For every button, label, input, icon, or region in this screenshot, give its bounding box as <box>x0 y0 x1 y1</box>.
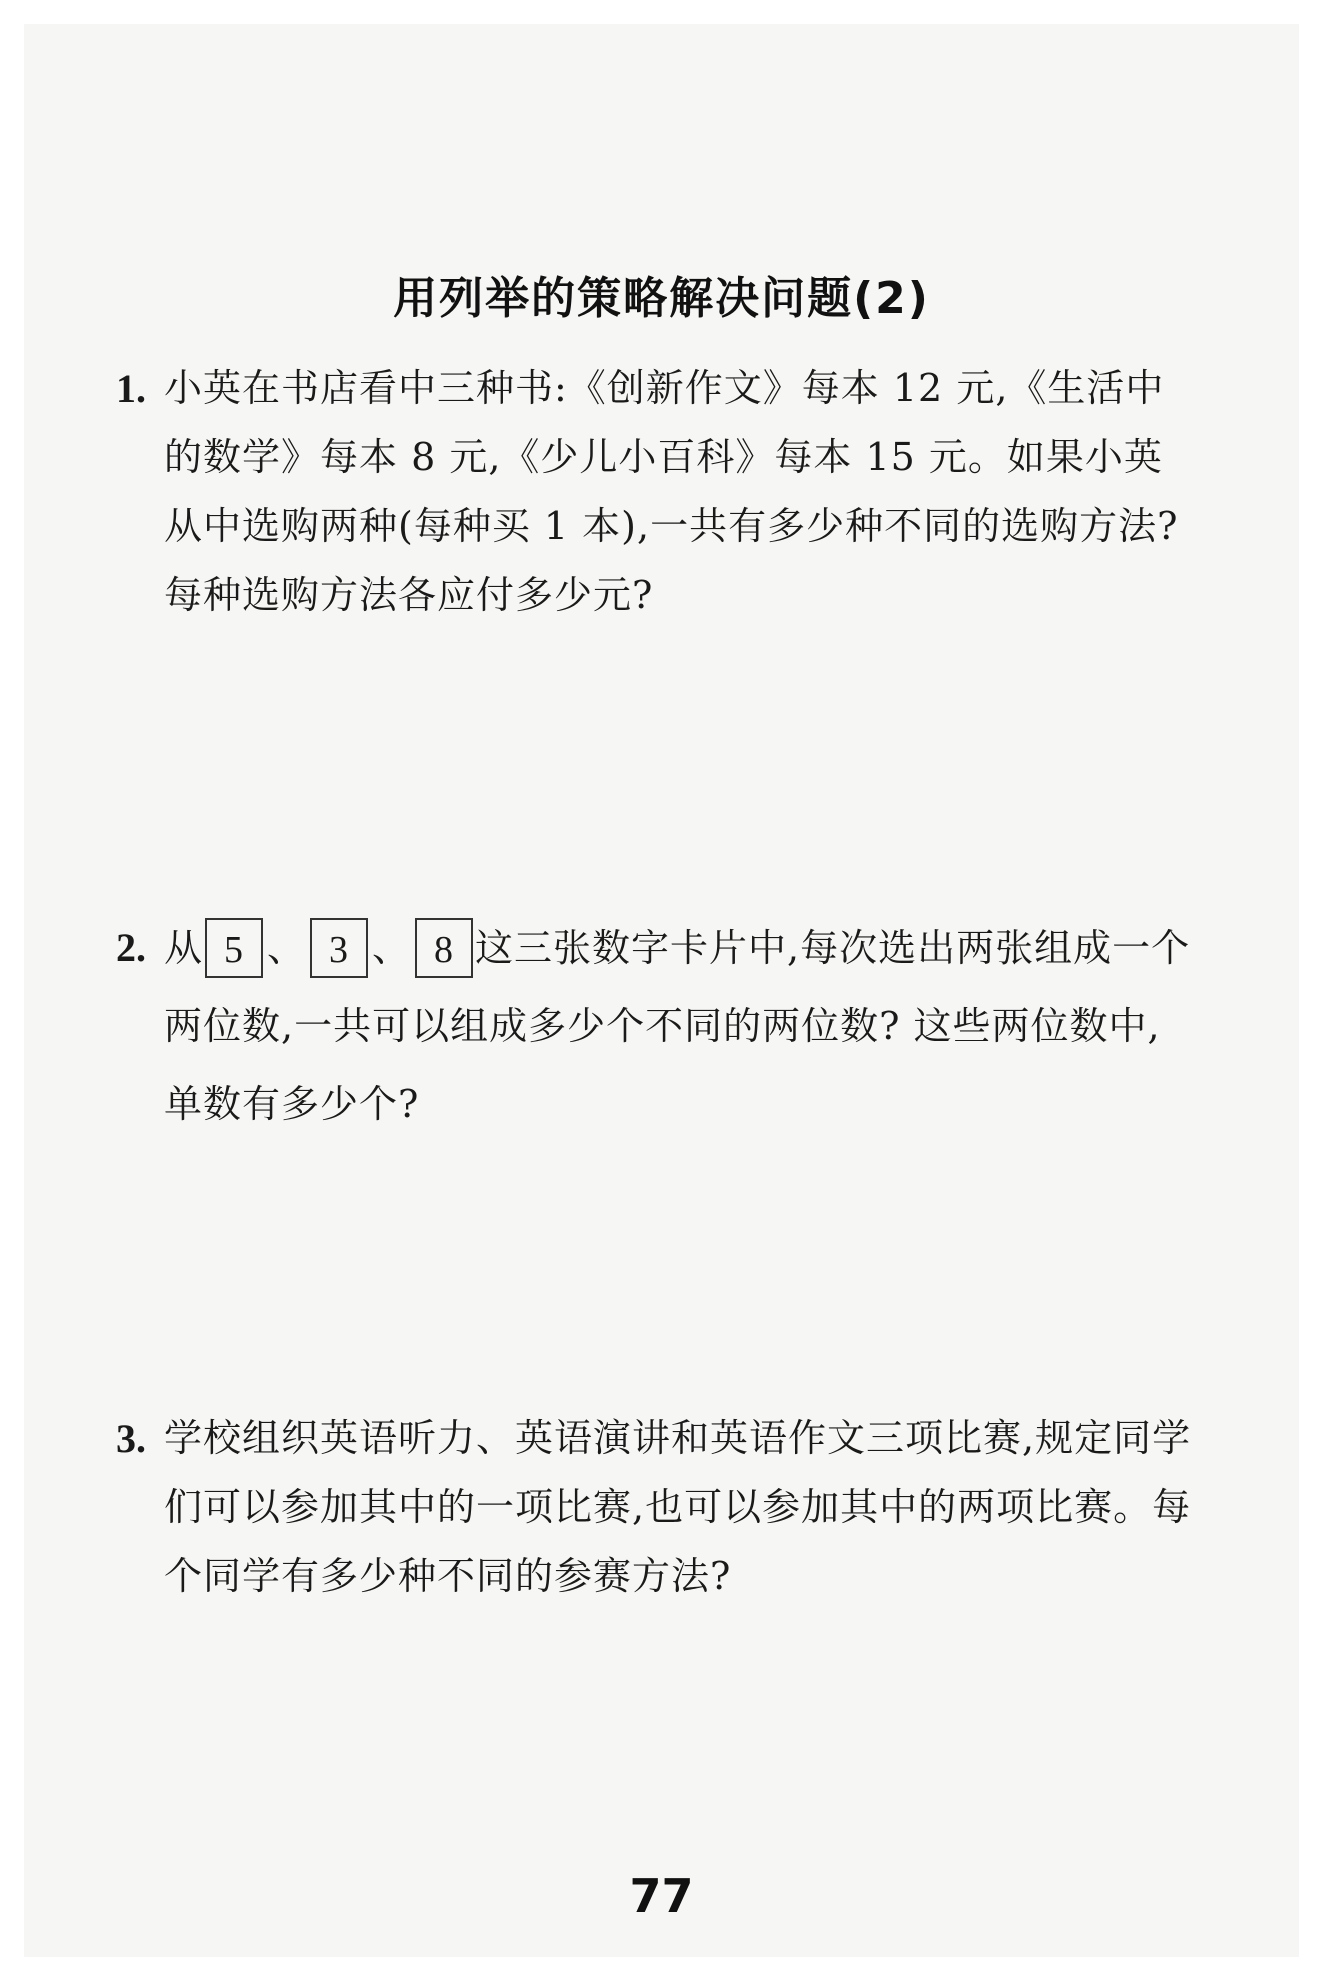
problem-number: 3. <box>116 1416 146 1461</box>
problem-number: 2. <box>116 925 146 970</box>
number-card: 5 <box>205 918 263 978</box>
problem-text <box>164 909 1196 1143</box>
number-card: 8 <box>415 918 473 978</box>
problem-2 <box>116 909 1196 1143</box>
problem-text: 小英在书店看中三种书:《创新作文》每本 12 元,《生活中的数学》每本 8 元,《少儿小百科》每本 15 元。如果小英从中选购两种(每种买 1 本),一共有多少种不同的选购方法? 每种选购方法各应付多少元? <box>164 366 1179 617</box>
page-title: 用列举的策略解决问题(2) <box>393 273 930 324</box>
problem-text: 学校组织英语听力、英语演讲和英语作文三项比赛,规定同学们可以参加其中的一项比赛,也可以参加其中的两项比赛。每个同学有多少种不同的参赛方法? <box>164 1416 1192 1598</box>
card-separator: 、 <box>267 926 307 970</box>
card-separator: 、 <box>372 926 412 970</box>
problem-prefix: 从 <box>164 926 204 970</box>
problem-body: 这三张数字卡片中,每次选出两张组成一个两位数,一共可以组成多少个不同的两位数? 这些两位数中,单数有多少个? <box>164 926 1191 1126</box>
problem-1 <box>116 354 1196 630</box>
number-card: 3 <box>310 918 368 978</box>
problem-number: 1. <box>116 366 146 411</box>
worksheet-page <box>24 24 1299 1957</box>
problem-3 <box>116 1404 1196 1611</box>
page-number: 77 <box>629 1869 694 1923</box>
